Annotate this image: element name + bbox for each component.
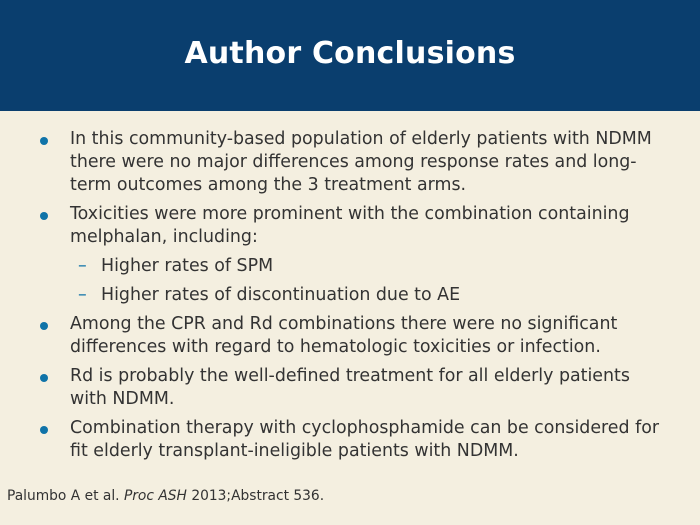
bullet-text: In this community-based population of elderly patients with NDMM there were no major differences among response rates and long-term outcomes among the 3 treatment arms. — [70, 129, 652, 195]
sub-bullet-text: Higher rates of SPM — [101, 256, 274, 276]
title-bar — [0, 0, 700, 111]
sub-bullet-item — [0, 255, 700, 278]
bullet-dot-icon — [40, 426, 48, 434]
bullet-item — [0, 128, 700, 197]
sub-bullet-text: Higher rates of discontinuation due to AE — [101, 285, 461, 305]
citation — [7, 488, 324, 504]
bullet-text: Among the CPR and Rd combinations there were no significant differences with regard to hematologic toxicities or infection. — [70, 314, 618, 357]
bullet-text: Rd is probably the well-defined treatment for all elderly patients with NDMM. — [70, 366, 630, 409]
bullet-dot-icon — [40, 212, 48, 220]
sub-bullet-item — [0, 284, 700, 307]
bullet-item — [0, 313, 700, 359]
bullet-dot-icon — [40, 137, 48, 145]
slide-title: Author Conclusions — [184, 36, 516, 71]
citation-details: 2013;Abstract 536. — [191, 488, 325, 504]
bullet-dot-icon — [40, 374, 48, 382]
bullet-item — [0, 365, 700, 411]
citation-journal: Proc ASH — [123, 488, 187, 504]
bullet-item — [0, 417, 700, 463]
bullet-text: Toxicities were more prominent with the combination containing melphalan, including: — [70, 204, 630, 247]
bullet-list — [0, 128, 700, 469]
bullet-text: Combination therapy with cyclophosphamide can be considered for fit elderly transplant-ineligible patients with NDMM. — [70, 418, 659, 461]
dash-marker: – — [78, 285, 87, 305]
dash-marker: – — [78, 256, 87, 276]
citation-authors: Palumbo A et al. — [7, 488, 120, 504]
bullet-dot-icon — [40, 322, 48, 330]
bullet-item — [0, 203, 700, 249]
